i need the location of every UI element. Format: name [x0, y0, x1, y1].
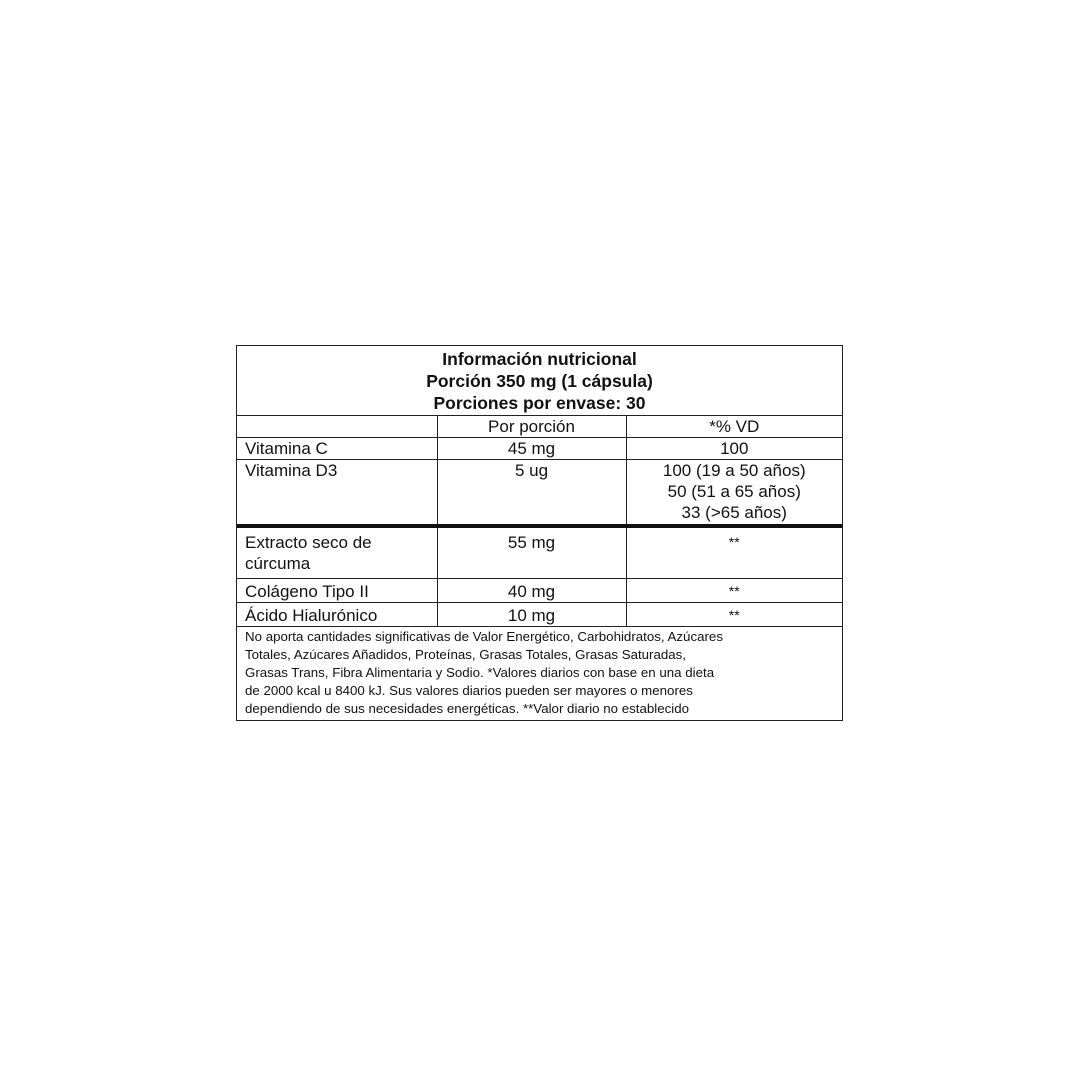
footnote-line: No aporta cantidades significativas de Valor Energético, Carbohidratos, Azúcares	[245, 629, 723, 644]
label-header	[237, 346, 842, 416]
nutrient-table	[237, 416, 842, 627]
servings-per-container: Porciones por envase: 30	[433, 393, 646, 413]
footnote	[237, 627, 842, 720]
nutrient-amount: 55 mg	[437, 526, 626, 579]
nutrient-daily-value: **	[626, 526, 842, 579]
nutrient-name: Vitamina C	[237, 438, 437, 460]
nutrient-name-line: Extracto seco de	[245, 533, 372, 552]
nutrient-amount: 10 mg	[437, 603, 626, 627]
nutrient-name: Ácido Hialurónico	[237, 603, 437, 627]
nutrient-amount: 45 mg	[437, 438, 626, 460]
nutrient-daily-value: **	[626, 603, 842, 627]
daily-value-line: 100 (19 a 50 años)	[662, 461, 806, 480]
footnote-line: Totales, Azúcares Añadidos, Proteínas, Grasas Totales, Grasas Saturadas,	[245, 647, 687, 662]
table-row	[237, 526, 842, 579]
nutrition-facts-panel	[236, 345, 843, 721]
daily-value-line: 33 (>65 años)	[681, 503, 787, 522]
table-row	[237, 603, 842, 627]
footnote-line: de 2000 kcal u 8400 kJ. Sus valores diarios pueden ser mayores o menores	[245, 683, 693, 698]
footnote-line: dependiendo de sus necesidades energéticas. **Valor diario no establecido	[245, 701, 690, 716]
nutrient-name-line: cúrcuma	[245, 554, 311, 573]
nutrient-amount: 5 ug	[437, 460, 626, 527]
column-header-daily-value: *% VD	[626, 416, 842, 438]
nutrient-daily-value: 100	[626, 438, 842, 460]
nutrient-daily-value	[626, 460, 842, 527]
nutrient-amount: 40 mg	[437, 579, 626, 603]
column-header-per-serving: Por porción	[437, 416, 626, 438]
nutrient-name: Vitamina D3	[237, 460, 437, 527]
serving-size: Porción 350 mg (1 cápsula)	[426, 371, 653, 391]
table-row	[237, 579, 842, 603]
table-header-row	[237, 416, 842, 438]
nutrient-daily-value: **	[626, 579, 842, 603]
label-title: Información nutricional	[442, 349, 637, 369]
daily-value-line: 50 (51 a 65 años)	[667, 482, 801, 501]
nutrient-name: Colágeno Tipo II	[237, 579, 437, 603]
nutrient-name	[237, 526, 437, 579]
table-row	[237, 438, 842, 460]
table-row	[237, 460, 842, 527]
header-blank-cell	[237, 416, 437, 438]
footnote-line: Grasas Trans, Fibra Alimentaria y Sodio. *Valores diarios con base en una dieta	[245, 665, 715, 680]
